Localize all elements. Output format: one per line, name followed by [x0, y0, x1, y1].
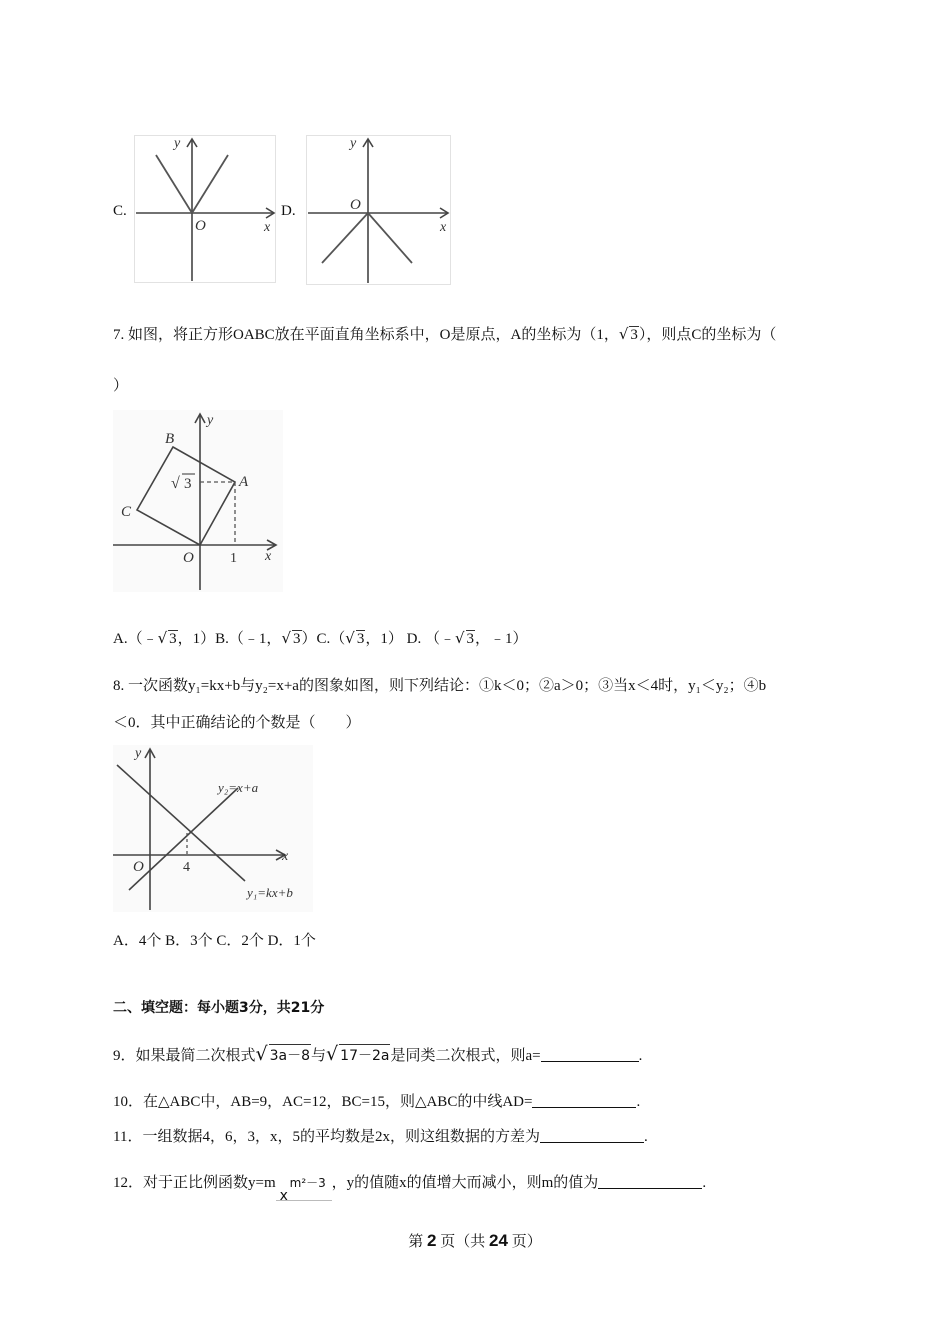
c-axis-y: y: [174, 136, 181, 151]
label-y: y: [207, 413, 214, 428]
label-sqrt3: 3: [184, 476, 192, 492]
q10-text: 10．在△ABC中，AB=9，AC=12，BC=15，则△ABC的中线AD= .: [113, 1094, 641, 1110]
label-c: C: [121, 504, 132, 520]
q8-options: A．4个 B．3个 C．2个 D．1个: [113, 933, 316, 949]
label-x: x: [265, 549, 272, 564]
option-d-label: D.: [281, 203, 296, 219]
label-one: 1: [230, 551, 237, 566]
q8-text-line1: 8. 一次函数y₁=kx+b与y₂=x+a的图象如图，则下列结论：①k＜0；②a＞0；③当x＜4时，y₁＜y₂；④b: [113, 678, 767, 694]
q12-power: x m²－3: [276, 1182, 332, 1201]
q8-figure: [113, 745, 313, 912]
label-o: O: [183, 550, 194, 566]
d-axis-x: x: [440, 220, 447, 235]
label-x: x: [282, 849, 289, 864]
option-c-graph: [134, 135, 276, 283]
q9-text: 9．如果最简二次根式√ 3a－8与√ 17－2a是同类二次根式，则a= .: [113, 1043, 643, 1065]
q7-options: A.（﹣√ 3，1）B.（﹣1，√ 3）C.（√ 3，1） D. （﹣√ 3，﹣1）: [113, 629, 528, 647]
c-axis-x: x: [264, 220, 271, 235]
q12-blank: [598, 1174, 702, 1189]
q11-text: 11．一组数据4，6，3，x，5的平均数是2x，则这组数据的方差为 .: [113, 1129, 648, 1145]
q10-blank: [532, 1093, 636, 1108]
section-title: 二、填空题：每小题3分，共21分: [113, 1000, 325, 1016]
d-axis-y: y: [350, 136, 357, 151]
label-y1: y₁=kx+b: [247, 885, 293, 900]
page-footer: 第 2 页（共 24 页）: [408, 1231, 542, 1250]
label-b: B: [165, 431, 175, 447]
sqrt-sign: √: [171, 475, 180, 492]
label-o: O: [133, 859, 144, 875]
d-origin: O: [350, 197, 361, 213]
q12-text: 12．对于正比例函数y=m x m²－3 ，y的值随x的值增大而减小，则m的值为 .: [113, 1175, 707, 1204]
option-d-graph: [306, 135, 451, 285]
q8-text-line2: ＜0．其中正确结论的个数是（ ）: [113, 715, 361, 731]
q7-figure: [113, 410, 283, 592]
q9-blank: [541, 1047, 639, 1062]
label-four: 4: [183, 860, 190, 875]
label-y2: y₂=x+a: [218, 780, 259, 795]
q11-blank: [540, 1128, 644, 1143]
c-origin: O: [195, 218, 206, 234]
q7-text-line2: ）: [113, 378, 129, 394]
q7-text-line1: 7. 如图，将正方形OABC放在平面直角坐标系中，O是原点，A的坐标为（1，√ 3），则点C的坐标为（: [113, 325, 777, 343]
label-a: A: [239, 474, 249, 490]
label-y: y: [135, 746, 142, 761]
option-c-label: C.: [113, 203, 127, 219]
